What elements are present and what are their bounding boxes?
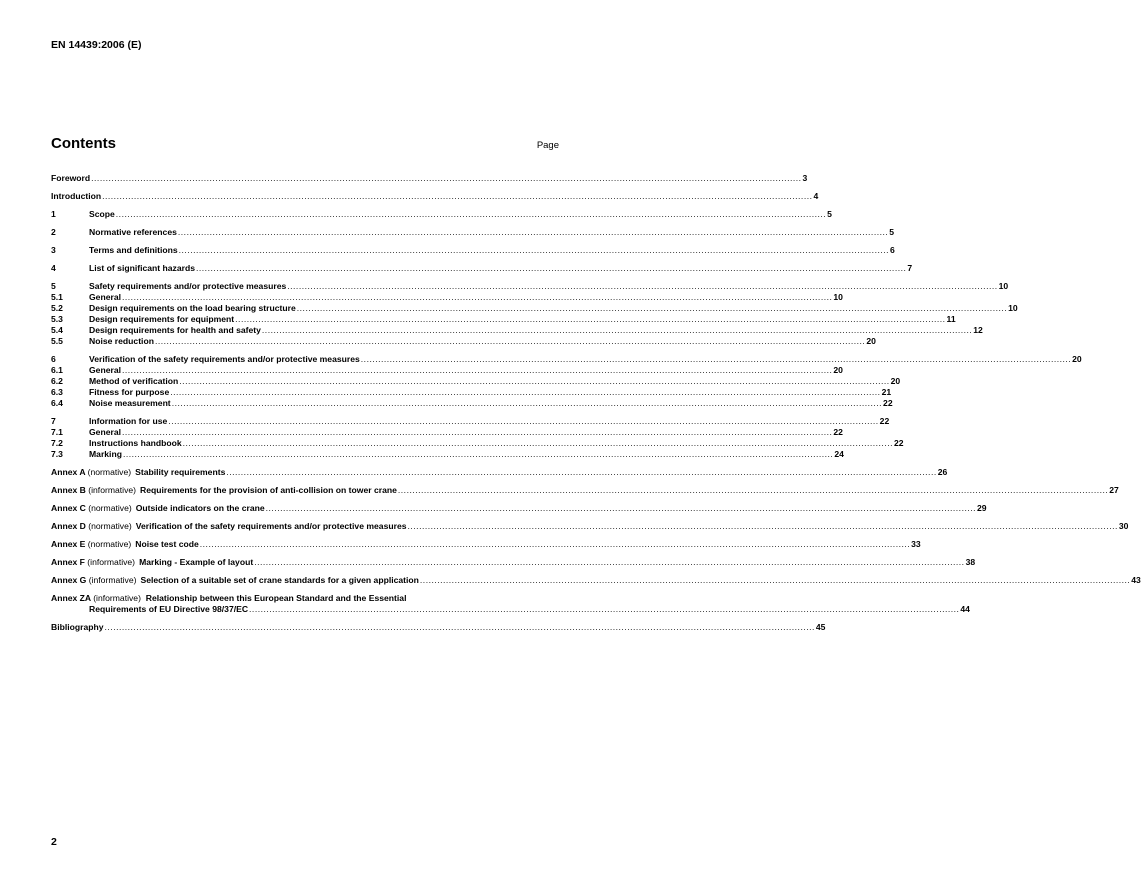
toc-page: 12 (973, 325, 983, 335)
toc-page: 43 (1131, 575, 1141, 585)
dot-leader (408, 521, 1118, 532)
toc-title: General (89, 427, 122, 437)
toc-number: 6.3 (51, 387, 63, 397)
toc-title: Method of verification (89, 376, 179, 386)
toc-number: 5.5 (51, 336, 63, 346)
dot-leader (178, 227, 888, 238)
toc-number: 5 (51, 281, 56, 291)
toc-page: 11 (946, 314, 956, 324)
toc-number: 5.1 (51, 292, 63, 302)
toc-title: Verification of the safety requirements and/or protective measures (89, 354, 360, 364)
dot-leader (91, 173, 801, 184)
annex-kind: (normative) (88, 521, 132, 531)
toc-page: 5 (827, 209, 832, 219)
toc-number: 4 (51, 263, 56, 273)
toc-page: 44 (960, 604, 970, 614)
annex-kind: (normative) (87, 539, 132, 549)
toc-number: 2 (51, 227, 56, 237)
toc-page: 22 (883, 398, 893, 408)
dot-leader (116, 209, 826, 220)
toc-title: Normative references (89, 227, 177, 237)
toc-page: 27 (1109, 485, 1119, 495)
annex-label: Annex E (51, 539, 86, 549)
dot-leader (155, 336, 865, 347)
toc-number: 7.3 (51, 449, 63, 459)
dot-leader (122, 365, 832, 376)
dot-leader (297, 303, 1007, 314)
toc-title: Design requirements for equipment (89, 314, 235, 324)
dot-leader (105, 622, 815, 633)
toc-page: 10 (1008, 303, 1018, 313)
toc-page: 45 (815, 622, 826, 632)
toc-title-line1: Relationship between this European Standard and the Essential (145, 593, 407, 603)
annex-kind: (normative) (88, 503, 132, 513)
dot-leader (122, 292, 832, 303)
annex-label: Annex B (51, 485, 86, 495)
page-number: 2 (51, 836, 57, 848)
page-column-label: Page (536, 140, 559, 151)
toc-title: Requirements for the provision of anti-collision on tower crane (140, 485, 397, 495)
toc-title: Stability requirements (135, 467, 226, 477)
toc-page: 20 (890, 376, 901, 386)
dot-leader (183, 438, 893, 449)
dot-leader (172, 398, 882, 409)
toc-page: 4 (813, 191, 819, 201)
toc-title: Noise measurement (89, 398, 171, 408)
toc-page: 33 (911, 539, 921, 549)
toc-entry-introduction[interactable] (51, 191, 819, 202)
toc-entry-4[interactable] (51, 263, 913, 274)
toc-page: 20 (833, 365, 843, 375)
toc-page: 20 (1072, 354, 1082, 364)
toc-page: 22 (893, 438, 904, 448)
dot-leader (262, 325, 972, 336)
document-id: EN 14439:2006 (E) (51, 39, 142, 51)
annex-label: Annex C (51, 503, 86, 513)
toc-entry-3[interactable] (51, 245, 895, 256)
toc-entry-5-2[interactable] (51, 303, 1018, 314)
annex-kind: (normative) (87, 467, 132, 477)
toc-entry-annex-f[interactable] (51, 557, 976, 568)
toc-title: Design requirements for health and safety (89, 325, 261, 335)
toc-title: Verification of the safety requirements and/or protective measures (135, 521, 407, 531)
toc-entry-foreword[interactable] (51, 173, 808, 184)
toc-number: 1 (51, 209, 56, 219)
toc-title: Introduction (51, 191, 102, 201)
toc-title: Foreword (51, 173, 91, 183)
toc-title: Scope (89, 209, 115, 219)
dot-leader (179, 245, 889, 256)
toc-entry-6-1[interactable] (51, 365, 843, 376)
annex-prefix (51, 503, 136, 514)
toc-number: 3 (51, 245, 56, 255)
toc-entry-6-2[interactable] (51, 376, 901, 387)
dot-leader (200, 539, 910, 550)
toc-title: Outside indicators on the crane (135, 503, 265, 513)
toc-page: 21 (881, 387, 892, 397)
toc-page: 26 (937, 467, 948, 477)
toc-title-line2: Requirements of EU Directive 98/37/EC (89, 604, 249, 614)
toc-title: Marking - Example of layout (139, 557, 254, 567)
dot-leader (249, 604, 959, 615)
dot-leader (170, 387, 880, 398)
toc-entry-annex-a[interactable] (51, 467, 948, 478)
table-of-contents (51, 173, 1141, 633)
toc-entry-bibliography[interactable] (51, 622, 826, 633)
toc-entry-6-3[interactable] (51, 387, 892, 398)
dot-leader (287, 281, 997, 292)
toc-entry-7-3[interactable] (51, 449, 844, 460)
annex-label: Annex F (51, 557, 85, 567)
toc-title: Design requirements on the load bearing structure (89, 303, 296, 313)
toc-title: Noise reduction (89, 336, 154, 346)
toc-number: 7.1 (51, 427, 63, 437)
annex-prefix (51, 557, 139, 568)
toc-entry-annex-b[interactable] (51, 485, 1119, 496)
toc-page: 7 (907, 263, 913, 273)
toc-entry-annex-d[interactable] (51, 521, 1129, 532)
annex-kind: (informative) (87, 557, 136, 567)
toc-title: List of significant hazards (89, 263, 196, 273)
dot-leader (420, 575, 1130, 586)
annex-prefix (51, 575, 141, 586)
annex-prefix (51, 539, 135, 550)
dot-leader (123, 449, 833, 460)
toc-title: Marking (89, 449, 122, 459)
toc-entry-5[interactable] (51, 281, 1009, 292)
toc-number: 5.3 (51, 314, 63, 324)
annex-label: Annex G (51, 575, 87, 585)
annex-prefix (51, 521, 136, 532)
toc-page: 10 (833, 292, 843, 302)
toc-page: 22 (833, 427, 843, 437)
dot-leader (226, 467, 936, 478)
toc-number: 5.2 (51, 303, 63, 313)
contents-heading: Contents (51, 135, 116, 152)
dot-leader (254, 557, 964, 568)
annex-label: Annex ZA (51, 593, 91, 603)
toc-page: 6 (890, 245, 895, 255)
toc-title: Terms and definitions (89, 245, 178, 255)
toc-page: 30 (1118, 521, 1129, 531)
toc-entry-annex-za[interactable] (51, 593, 970, 615)
toc-title: Safety requirements and/or protective measures (89, 281, 287, 291)
toc-number: 6 (51, 354, 56, 364)
dot-leader (235, 314, 945, 325)
toc-page: 38 (965, 557, 976, 567)
toc-number: 5.4 (51, 325, 63, 335)
toc-title: Information for use (89, 416, 168, 426)
toc-title: Instructions handbook (89, 438, 182, 448)
toc-entry-6-4[interactable] (51, 398, 893, 409)
toc-page: 29 (977, 503, 987, 513)
toc-page: 10 (998, 281, 1009, 291)
annex-kind: (informative) (88, 485, 137, 495)
toc-page: 5 (889, 227, 895, 237)
dot-leader (179, 376, 889, 387)
dot-leader (102, 191, 812, 202)
toc-number: 6.4 (51, 398, 63, 408)
toc-page: 22 (879, 416, 890, 426)
toc-entry-6[interactable] (51, 354, 1082, 365)
toc-entry-2[interactable] (51, 227, 895, 238)
dot-leader (266, 503, 976, 514)
dot-leader (398, 485, 1108, 496)
dot-leader (168, 416, 878, 427)
toc-entry-5-4[interactable] (51, 325, 983, 336)
toc-title: Noise test code (135, 539, 199, 549)
toc-title: General (89, 292, 122, 302)
toc-entry-annex-g[interactable] (51, 575, 1141, 586)
toc-title: Bibliography (51, 622, 104, 632)
toc-entry-7[interactable] (51, 416, 890, 427)
toc-number: 6.2 (51, 376, 63, 386)
toc-entry-5-5[interactable] (51, 336, 876, 347)
toc-title: Fitness for purpose (89, 387, 170, 397)
toc-entry-5-1[interactable] (51, 292, 843, 303)
annex-kind: (informative) (93, 593, 141, 603)
annex-kind: (informative) (88, 575, 137, 585)
toc-page: 24 (834, 449, 844, 459)
toc-title: Selection of a suitable set of crane standards for a given application (140, 575, 419, 585)
toc-entry-7-2[interactable] (51, 438, 904, 449)
annex-prefix (51, 467, 135, 478)
toc-title: General (89, 365, 122, 375)
annex-label: Annex A (51, 467, 86, 477)
toc-page: 3 (802, 173, 808, 183)
dot-leader (196, 263, 906, 274)
annex-prefix (51, 485, 140, 496)
dot-leader (361, 354, 1071, 365)
toc-entry-annex-e[interactable] (51, 539, 921, 550)
toc-number: 7.2 (51, 438, 63, 448)
annex-label: Annex D (51, 521, 86, 531)
toc-page: 20 (866, 336, 876, 346)
toc-entry-5-3[interactable] (51, 314, 956, 325)
dot-leader (122, 427, 832, 438)
toc-entry-annex-c[interactable] (51, 503, 987, 514)
toc-number: 6.1 (51, 365, 63, 375)
toc-entry-1[interactable] (51, 209, 832, 220)
toc-number: 7 (51, 416, 56, 426)
toc-entry-7-1[interactable] (51, 427, 843, 438)
